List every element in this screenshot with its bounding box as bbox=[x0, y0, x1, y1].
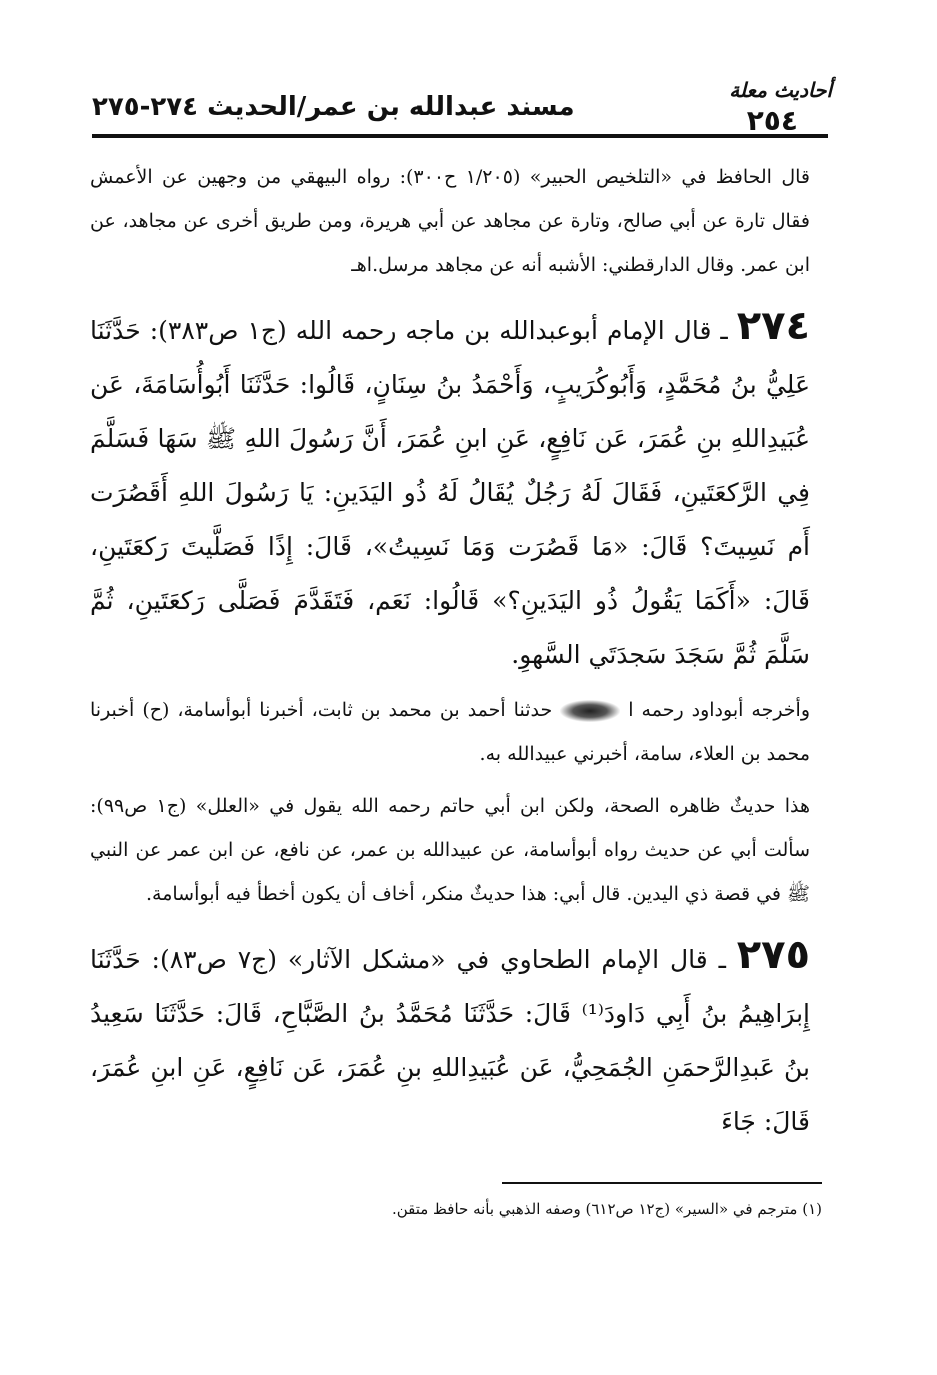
header-rule bbox=[92, 134, 828, 138]
hadith-number-275: ٢٧٥ bbox=[736, 932, 811, 978]
hadith-dash: ـ bbox=[718, 945, 726, 974]
handwritten-margin-note: أحاديث معلة bbox=[729, 78, 832, 102]
hadith-number-274: ٢٧٤ bbox=[736, 303, 810, 349]
hadith-275 bbox=[90, 928, 810, 1149]
abudawud-paragraph bbox=[90, 688, 810, 776]
footnote: (١) مترجم في «السير» (ج١٢ ص٦١٢) وصفه الذهبي بأنه حافظ متقن. bbox=[391, 1200, 822, 1218]
hadith-274-text: قال الإمام أبوعبدالله بن ماجه رحمه الله (ج١ ص٣٨٣): حَدَّثَنَا عَلِيُّ بنُ مُحَمَّدٍ، وَأَبُوكُرَيبٍ، وَأَحْمَدُ بنُ سِنَانٍ، قَالُوا: حَدَّثَنَا أَبُوأُسَامَةَ، عَن عُبَيدِاللهِ بنِ عُمَرَ، عَن نَافِعٍ، عَنِ ابنِ عُمَرَ، أَنَّ رَسُولَ اللهِ ﷺ سَهَا فَسَلَّمَ فِي الرَّكعَتَينِ، فَقَالَ لَهُ رَجُلٌ يُقَالُ لَهُ ذُو اليَدَينِ: يَا رَسُولَ اللهِ أَقَصُرَت أَم نَسِيتَ؟ قَالَ: «مَا قَصُرَت وَمَا نَسِيتُ»، قَالَ: إِذًا فَصَلَّيتَ رَكعَتَينِ، قَالَ: «أَكَمَا يَقُولُ ذُو اليَدَينِ؟» قَالُوا: نَعَم، فَتَقَدَّمَ فَصَلَّى رَكعَتَينِ، ثُمَّ سَلَّمَ ثُمَّ سَجَدَ سَجدَتَي السَّهوِ. bbox=[90, 316, 810, 669]
running-title: مسند عبدالله بن عمر/الحديث ٢٧٤-٢٧٥ bbox=[92, 92, 575, 122]
abudawud-text-before: وأخرجه أبوداود رحمه ا bbox=[628, 699, 811, 721]
page-body bbox=[90, 155, 810, 1155]
ink-smudge bbox=[560, 700, 620, 722]
footnote-separator bbox=[502, 1182, 822, 1184]
intro-paragraph: قال الحافظ في «التلخيص الحبير» (١/٢٠٥ ح٣٠٠): رواه البيهقي من وجهين عن الأعمش فقال تارة عن أبي صالح، وتارة عن مجاهد عن أبي هريرة، ومن طريق أخرى عن مجاهد، عن ابن عمر. وقال الدارقطني: الأشبه أنه عن مجاهد مرسل.اهـ bbox=[90, 166, 810, 276]
page-number: ٢٥٤ bbox=[746, 104, 798, 137]
page-header bbox=[92, 78, 832, 138]
abudawud-text-end: سامة، أخبرني عبيدالله به. bbox=[479, 743, 683, 765]
commentary-paragraph: هذا حديثٌ ظاهره الصحة، ولكن ابن أبي حاتم رحمه الله يقول في «العلل» (ج١ ص٩٩): سألت أبي عن حديث رواه أبوأسامة، عن عبيدالله بن عمر، عن نافع، عن ابن عمر عن النبي ﷺ في قصة ذي اليدين. قال أبي: هذا حديثٌ منكر، أخاف أن يكون أخطأ فيه أبوأسامة. bbox=[90, 795, 811, 905]
hadith-dash: ـ bbox=[720, 316, 728, 345]
hadith-274 bbox=[90, 299, 810, 682]
abudawud-text-after: حدثنا أحمد بن محمد بن ثابت، أخبرنا أبوأسامة، (ح) أخبرنا محمد بن العلاء، bbox=[90, 699, 810, 765]
hadith-275-text: قال الإمام الطحاوي في «مشكل الآثار» (ج٧ ص٨٣): حَدَّثَنَا إِبرَاهِيمُ بنُ أَبِي دَاودَ⁽¹⁾ قَالَ: حَدَّثَنَا مُحَمَّدُ بنُ الصَّبَّاحِ، قَالَ: حَدَّثَنَا سَعِيدُ بنُ عَبدِالرَّحمَنِ الجُمَحِيُّ، عَن عُبَيدِاللهِ بنِ عُمَرَ، عَن نَافِعٍ، عَنِ ابنِ عُمَرَ، قَالَ: جَاءَ bbox=[90, 945, 810, 1136]
